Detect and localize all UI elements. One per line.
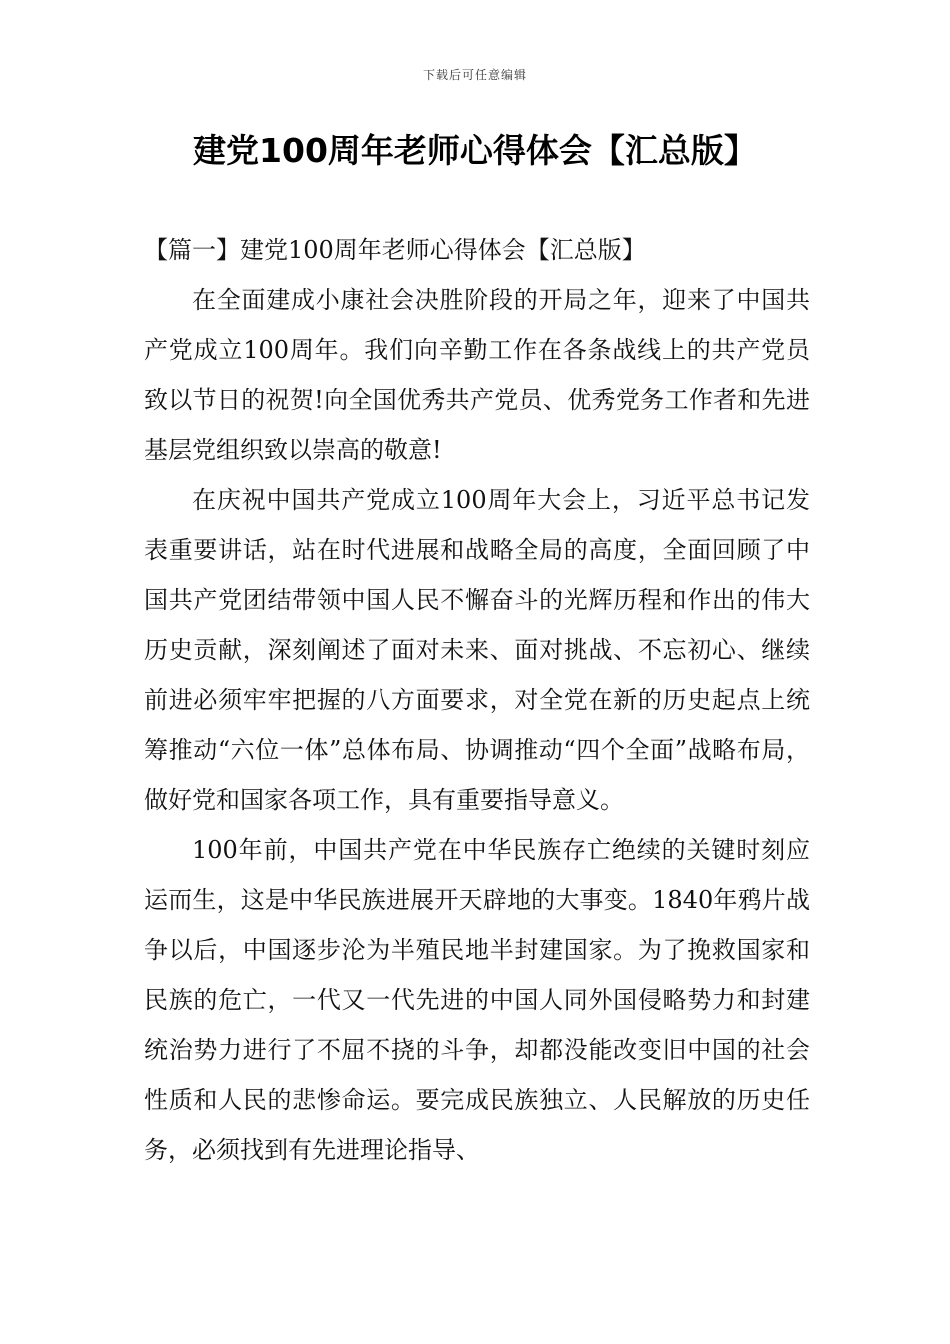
paragraph-1: 在全面建成小康社会决胜阶段的开局之年，迎来了中国共产党成立100周年。我们向辛勤工作在各条战线上的共产党员致以节日的祝贺!向全国优秀共产党员、优秀党务工作者和先进基层党组织致以崇高的敬意! (144, 286, 810, 464)
section-heading: 【篇一】建党100周年老师心得体会【汇总版】 (144, 236, 646, 264)
paragraph-3: 100年前，中国共产党在中华民族存亡绝续的关键时刻应运而生，这是中华民族进展开天辟地的大事变。1840年鸦片战争以后，中国逐步沦为半殖民地半封建国家。为了挽救国家和民族的危亡，一代又一代先进的中国人同外国侵略势力和封建统治势力进行了不屈不挠的斗争，却都没能改变旧中国的社会性质和人民的悲惨命运。要完成民族独立、人民解放的历史任务，必须找到有先进理论指导、 (144, 836, 810, 1164)
document-body (144, 225, 810, 1175)
paragraph-2: 在庆祝中国共产党成立100周年大会上，习近平总书记发表重要讲话，站在时代进展和战略全局的高度，全面回顾了中国共产党团结带领中国人民不懈奋斗的光辉历程和作出的伟大历史贡献，深刻阐述了面对未来、面对挑战、不忘初心、继续前进必须牢牢把握的八方面要求，对全党在新的历史起点上统筹推动“六位一体”总体布局、协调推动“四个全面”战略布局，做好党和国家各项工作，具有重要指导意义。 (144, 486, 810, 814)
document-title: 建党100周年老师心得体会【汇总版】 (193, 131, 757, 170)
header-note: 下载后可任意编辑 (422, 68, 527, 82)
